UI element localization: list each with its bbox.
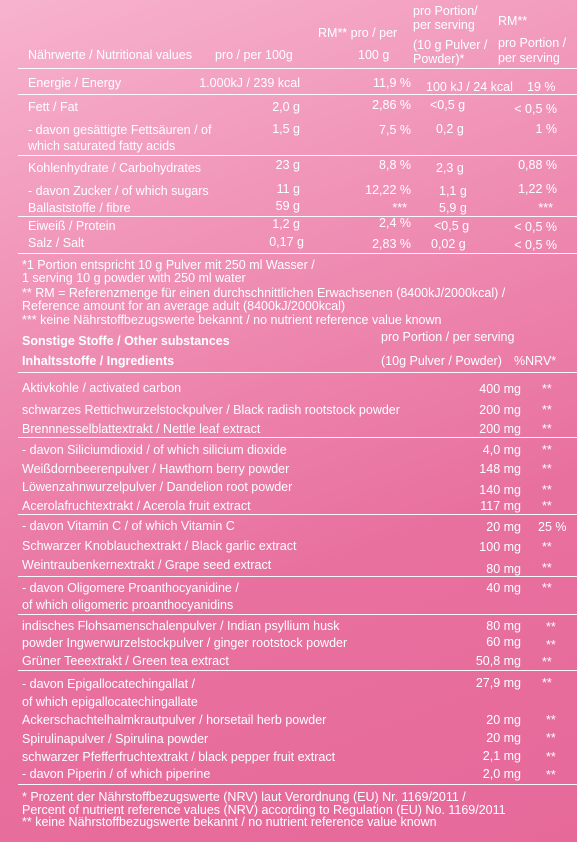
ingredient-label-line2: of which epigallocatechingallate (22, 695, 198, 709)
nutrient-per100: 11 g (276, 182, 300, 196)
ingredient-amount: 40 mg (486, 581, 521, 595)
nutrient-rm100: 12,22 % (365, 183, 411, 197)
ingredient-label: Grüner Teeextrakt / Green tea extract (22, 654, 229, 668)
nutrient-portion: 0,2 g (436, 122, 464, 136)
ingredient-nrv: ** (542, 581, 552, 595)
ingredient-label: Aktivkohle / activated carbon (22, 381, 182, 395)
ingredient-nrv: ** (542, 483, 552, 497)
divider (18, 437, 577, 438)
nutrient-per100: 1.000kJ / 239 kcal (199, 76, 300, 90)
nutrient-rmportion: < 0,5 % (514, 238, 557, 252)
header-label: Nährwerte / Nutritional values (28, 48, 192, 62)
ingredient-amount: 80 mg (486, 619, 521, 633)
ingredient-amount: 20 mg (486, 520, 521, 534)
divider (18, 670, 577, 671)
ingredient-label: - davon Vitamin C / of which Vitamin C (22, 519, 235, 533)
header-portion-line3: (10 g Pulver / Powder)* (413, 38, 488, 66)
ingredient-nrv: ** (546, 731, 556, 745)
header-per100: pro / per 100g (215, 48, 293, 62)
nutrient-rmportion: < 0,5 % (514, 102, 557, 116)
ingredient-amount: 117 mg (480, 499, 521, 513)
nutrient-rm100: 2,86 % (372, 98, 411, 112)
nutrient-rmportion: 19 % (527, 80, 556, 94)
footnote: * Prozent der Nährstoffbezugswerte (NRV) laut Verordnung (EU) Nr. 1169/2011 / (22, 790, 466, 804)
ingredient-amount: 400 mg (479, 382, 521, 396)
header-rm2-line2: pro Portion / (498, 36, 567, 50)
ingredient-label: Ackerschachtelhalmkrautpulver / horsetail herb powder (22, 713, 327, 727)
nutrient-portion: 100 kJ / 24 kcal (426, 80, 513, 94)
ingredient-nrv: ** (542, 422, 552, 436)
ingredient-amount: 2,1 mg (482, 749, 521, 763)
nutrient-rm100: 2,4 % (379, 216, 411, 230)
nutrient-per100: 1,5 g (272, 122, 300, 136)
nutrient-per100: 23 g (275, 158, 300, 172)
nutrient-per100: 0,17 g (269, 235, 304, 249)
substances-col-nrv: %NRV* (514, 354, 557, 368)
footnote: Reference amount for an average adult (8400kJ/2000kcal) (22, 299, 346, 313)
nutrient-label-line2: which saturated fatty acids (28, 139, 176, 153)
ingredient-nrv: ** (542, 676, 552, 690)
nutrient-label: Ballaststoffe / fibre (28, 201, 131, 215)
ingredient-label: - davon Siliciumdioxid / of which silicium dioxide (22, 443, 287, 457)
divider (18, 155, 577, 156)
ingredient-label: Acerolafruchtextrakt / Acerola fruit extract (22, 499, 251, 513)
nutrient-rmportion: 0,88 % (518, 158, 557, 172)
nutrient-rm100: 2,83 % (372, 237, 411, 251)
ingredient-amount: 148 mg (479, 462, 521, 476)
nutrient-label: Fett / Fat (28, 100, 79, 114)
header-portion-line2: per serving (413, 18, 475, 32)
substances-title: Sonstige Stoffe / Other substances (22, 334, 230, 348)
nutrient-per100: 59 g (275, 199, 300, 213)
ingredient-label: Spirulinapulver / Spirulina powder (22, 732, 209, 746)
ingredient-label: Weintraubenkernextrakt / Grape seed extract (22, 558, 272, 572)
nutrient-rmportion: < 0,5 % (514, 220, 557, 234)
ingredient-label: Brennnesselblattextrakt / Nettle leaf extract (22, 422, 261, 436)
ingredient-nrv: ** (546, 638, 556, 652)
ingredient-nrv: ** (542, 382, 552, 396)
nutrient-rmportion: 1 % (535, 122, 557, 136)
divider (18, 784, 577, 785)
footnote: *1 Portion entspricht 10 g Pulver mit 250 ml Wasser / (22, 258, 315, 272)
ingredient-label: Löwenzahnwurzelpulver / Dandelion root powder (22, 480, 293, 494)
divider (18, 576, 577, 577)
nutrient-portion: 0,02 g (431, 237, 466, 251)
ingredient-amount: 2,0 mg (482, 767, 521, 781)
nutrient-rmportion: 1,22 % (518, 182, 557, 196)
header-rm2-line1: RM** (498, 14, 528, 28)
ingredient-amount: 4,0 mg (482, 443, 521, 457)
ingredient-label: Weißdornbeerenpulver / Hawthorn berry powder (22, 462, 290, 476)
footnote: 1 serving 10 g powder with 250 ml water (22, 271, 246, 285)
ingredient-nrv: ** (542, 655, 552, 669)
ingredient-amount: 140 mg (479, 483, 521, 497)
ingredient-amount: 27,9 mg (475, 676, 521, 690)
nutrient-portion: 5,9 g (439, 201, 467, 215)
divider (18, 614, 577, 615)
ingredient-amount: 60 mg (486, 635, 521, 649)
ingredient-amount: 100 mg (479, 540, 521, 554)
ingredient-nrv: ** (542, 561, 552, 575)
ingredient-amount: 80 mg (486, 562, 521, 576)
ingredient-amount: 50,8 mg (475, 654, 521, 668)
ingredient-nrv: ** (542, 499, 552, 513)
ingredient-label: Schwarzer Knoblauchextrakt / Black garlic extract (22, 539, 297, 553)
ingredient-nrv: 25 % (538, 520, 567, 534)
header-rm2-line3: per serving (498, 51, 560, 65)
ingredient-amount: 20 mg (486, 713, 521, 727)
substances-col-powder: (10g Pulver / Powder) (381, 354, 502, 368)
ingredient-label: - davon Epigallocatechingallat / (22, 677, 196, 691)
ingredient-nrv: ** (542, 443, 552, 457)
ingredient-amount: 200 mg (479, 422, 521, 436)
ingredient-label: - davon Piperin / of which piperine (22, 767, 211, 781)
nutrient-label: - davon gesättigte Fettsäuren / of (28, 123, 212, 137)
ingredient-amount: 200 mg (479, 403, 521, 417)
ingredient-label: schwarzes Rettichwurzelstockpulver / Black radish rootstock powder (22, 403, 400, 417)
header-rm-per100-top: RM** pro / per (318, 26, 398, 40)
divider (18, 94, 577, 95)
ingredient-label: - davon Oligomere Proanthocyanidine / (22, 581, 239, 595)
header-portion-line1: pro Portion/ (413, 4, 478, 18)
nutrient-portion: <0,5 g (434, 219, 470, 233)
ingredient-nrv: ** (542, 403, 552, 417)
ingredient-label: schwarzer Pfefferfruchtextrakt / black pepper fruit extract (22, 750, 336, 764)
nutrient-label: - davon Zucker / of which sugars (28, 184, 209, 198)
ingredients-title: Inhaltsstoffe / Ingredients (22, 354, 175, 368)
header-rm-per100-bottom: 100 g (358, 48, 390, 62)
ingredient-nrv: ** (546, 620, 556, 634)
nutrient-per100: 2,0 g (272, 100, 300, 114)
divider (18, 253, 577, 254)
footnote: *** keine Nährstoffbezugswerte bekannt / no nutrient reference value known (22, 313, 442, 327)
divider (18, 372, 577, 373)
ingredient-nrv: ** (546, 768, 556, 782)
ingredient-nrv: ** (542, 462, 552, 476)
ingredient-nrv: ** (546, 750, 556, 764)
nutrient-rm100: 7,5 % (379, 123, 411, 137)
nutrient-rmportion: *** (538, 201, 553, 215)
ingredient-label-line2: of which oligomeric proanthocyanidins (22, 598, 234, 612)
ingredient-label: powder Ingwerwurzelstockpulver / ginger rootstock powder (22, 636, 348, 650)
ingredient-label: indisches Flohsamenschalenpulver / Indian psyllium husk (22, 619, 340, 633)
nutrient-label: Eiweiß / Protein (28, 219, 116, 233)
divider (18, 68, 577, 69)
nutrient-portion: <0,5 g (430, 98, 466, 112)
divider (18, 514, 577, 515)
nutrient-label: Energie / Energy (28, 76, 122, 90)
nutrient-label: Kohlenhydrate / Carbohydrates (28, 161, 202, 175)
nutrient-rm100: *** (392, 201, 407, 215)
ingredient-nrv: ** (542, 540, 552, 554)
nutrient-portion: 1,1 g (439, 184, 467, 198)
footnote: ** keine Nährstoffbezugswerte bekannt / no nutrient reference value known (22, 815, 437, 829)
substances-col-portion: pro Portion / per serving (381, 330, 515, 344)
ingredient-nrv: ** (546, 713, 556, 727)
nutrient-rm100: 11,9 % (373, 76, 411, 90)
footnote: ** RM = Referenzmenge für einen durchschnittlichen Erwachsenen (8400kJ/2000kcal) / (22, 286, 506, 300)
nutrient-per100: 1,2 g (272, 217, 300, 231)
ingredient-amount: 20 mg (486, 731, 521, 745)
nutrient-rm100: 8,8 % (379, 158, 411, 172)
footnote: Percent of nutrient reference values (NRV) according to Regulation (EU) No. 1169/2011 (22, 803, 506, 817)
nutrient-portion: 2,3 g (436, 161, 464, 175)
nutrient-label: Salz / Salt (28, 236, 85, 250)
